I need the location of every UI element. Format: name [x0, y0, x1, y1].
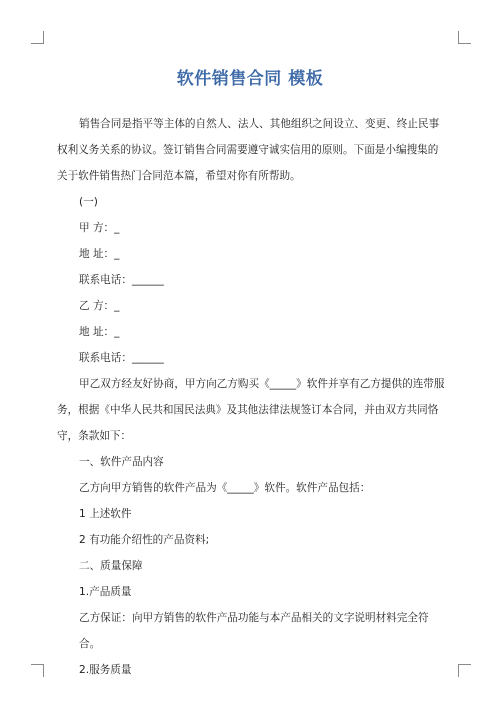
- list-item-1: 1 上述软件: [79, 508, 132, 520]
- party-a-phone: 联系电话：______: [79, 274, 164, 286]
- crop-mark-top-left: [31, 31, 44, 44]
- crop-mark-bottom-right: [458, 664, 471, 677]
- heading-quality-guarantee: 二、质量保障: [79, 560, 143, 572]
- guarantee-statement: 乙方保证：向甲方销售的软件产品功能与本产品相关的文字说明材料完全符合。: [79, 612, 429, 650]
- crop-mark-top-right: [458, 31, 471, 44]
- party-a-label: 甲 方：_: [79, 222, 120, 234]
- party-b-label: 乙 方：_: [79, 300, 120, 312]
- product-intro: 乙方向甲方销售的软件产品为《_____》软件。软件产品包括：: [79, 482, 371, 494]
- subheading-service-quality: 2.服务质量: [79, 664, 132, 676]
- party-b-phone: 联系电话：______: [79, 352, 164, 364]
- party-a-address: 地 址：_: [79, 248, 120, 260]
- list-item-2: 2 有功能介绍性的产品资料;: [79, 534, 210, 546]
- intro-paragraph: 销售合同是指平等主体的自然人、法人、其他组织之间设立、变更、终止民事权利义务关系的协议。签订销售合同需要遵守诚实信用的原则。下面是小编搜集的关于软件销售热门合同范本篇，希望对你有所帮助。: [57, 118, 440, 182]
- section-marker: (一): [79, 196, 98, 208]
- party-b-address: 地 址：_: [79, 326, 120, 338]
- document-body: [57, 111, 445, 683]
- agreement-paragraph: 甲乙双方经友好协商，甲方向乙方购买《_____》软件并享有乙方提供的连带服务，根据《中华人民共和国民法典》及其他法律法规签订本合同，并由双方共同恪守，条款如下：: [57, 378, 445, 442]
- crop-mark-bottom-left: [31, 664, 44, 677]
- document-title: 软件销售合同 模板: [176, 69, 324, 89]
- subheading-product-quality: 1.产品质量: [79, 586, 132, 598]
- heading-software-content: 一、软件产品内容: [79, 456, 164, 468]
